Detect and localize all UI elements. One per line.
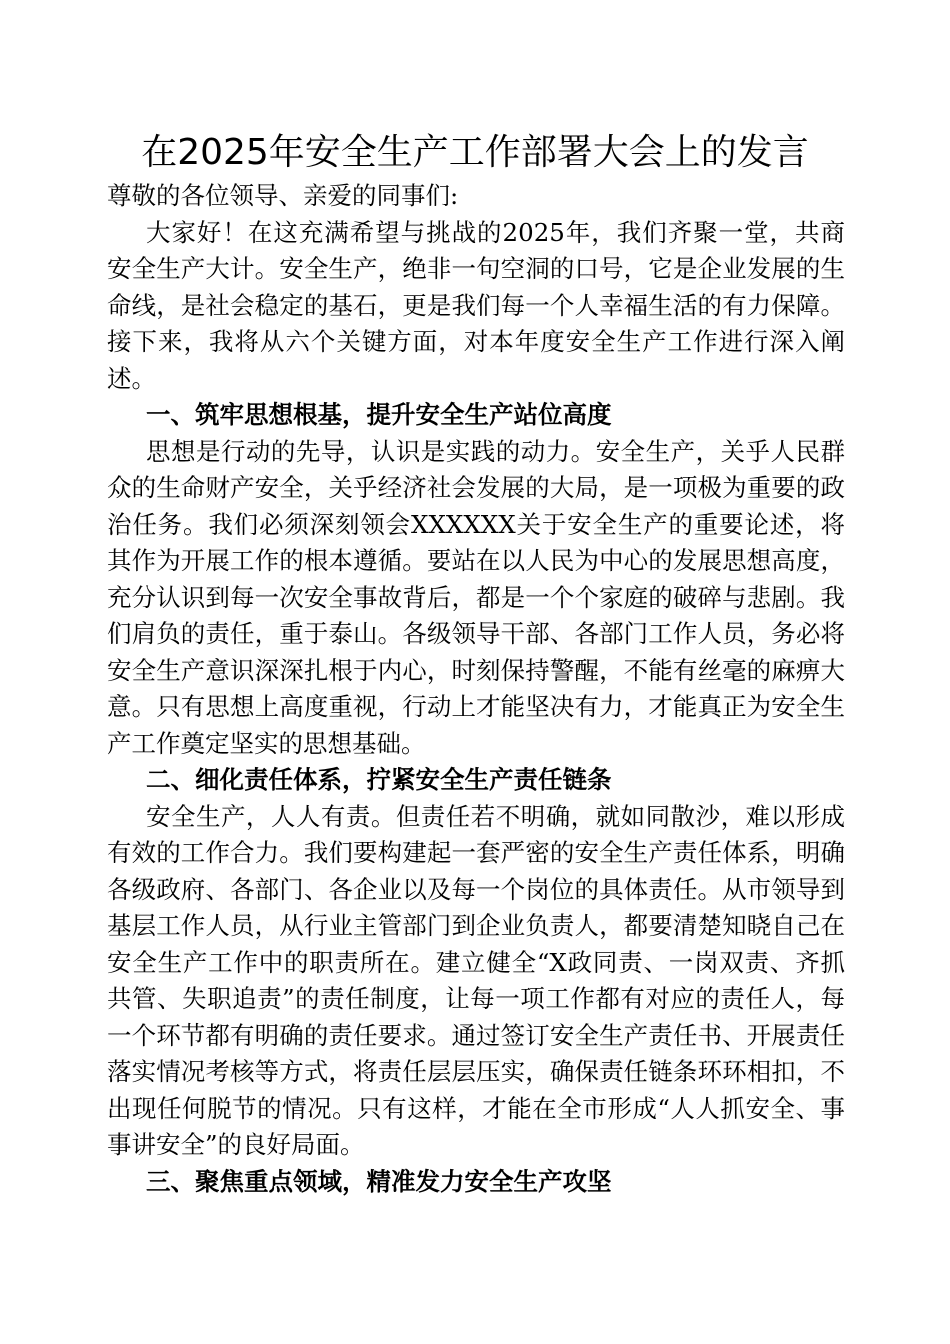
section-1-body: 思想是行动的先导，认识是实践的动力。安全生产，关乎人民群众的生命财产安全，关乎经济社会发展的大局，是一项极为重要的政治任务。我们必须深刻领会XXXXXX关于安全生产的重要论述，将其作为开展工作的根本遵循。要站在以人民为中心的发展思想高度，充分认识到每一次安全事故背后，都是一个个家庭的破碎与悲剧。我们肩负的责任，重于泰山。各级领导干部、各部门工作人员，务必将安全生产意识深深扎根于内心，时刻保持警醒，不能有丝毫的麻痹大意。只有思想上高度重视，行动上才能坚决有力，才能真正为安全生产工作奠定坚实的思想基础。 — [107, 436, 845, 758]
section-2-body: 安全生产，人人有责。但责任若不明确，就如同散沙，难以形成有效的工作合力。我们要构建起一套严密的安全生产责任体系，明确各级政府、各部门、各企业以及每一个岗位的具体责任。从市领导到基层工作人员，从行业主管部门到企业负责人，都要清楚知晓自己在安全生产工作中的职责所在。建立健全“X政同责、一岗双责、齐抓共管、失职追责”的责任制度，让每一项工作都有对应的责任人，每一个环节都有明确的责任要求。通过签订安全生产责任书、开展责任落实情况考核等方式，将责任层层压实，确保责任链条环环相扣，不出现任何脱节的情况。只有这样，才能在全市形成“人人抓安全、事事讲安全”的良好局面。 — [107, 801, 845, 1159]
document-body — [107, 178, 845, 1200]
intro-paragraph: 大家好！在这充满希望与挑战的2025年，我们齐聚一堂，共商安全生产大计。安全生产，绝非一句空洞的口号，它是企业发展的生命线，是社会稳定的基石，更是我们每一个人幸福生活的有力保障。接下来，我将从六个关键方面，对本年度安全生产工作进行深入阐述。 — [107, 217, 845, 393]
salutation: 尊敬的各位领导、亲爱的同事们: — [107, 181, 459, 210]
section-2-heading: 二、细化责任体系，拧紧安全生产责任链条 — [146, 765, 612, 794]
document-title: 在2025年安全生产工作部署大会上的发言 — [141, 132, 809, 173]
section-3-heading: 三、聚焦重点领域，精准发力安全生产攻坚 — [146, 1166, 612, 1196]
section-1-heading: 一、筑牢思想根基，提升安全生产站位高度 — [146, 400, 612, 429]
